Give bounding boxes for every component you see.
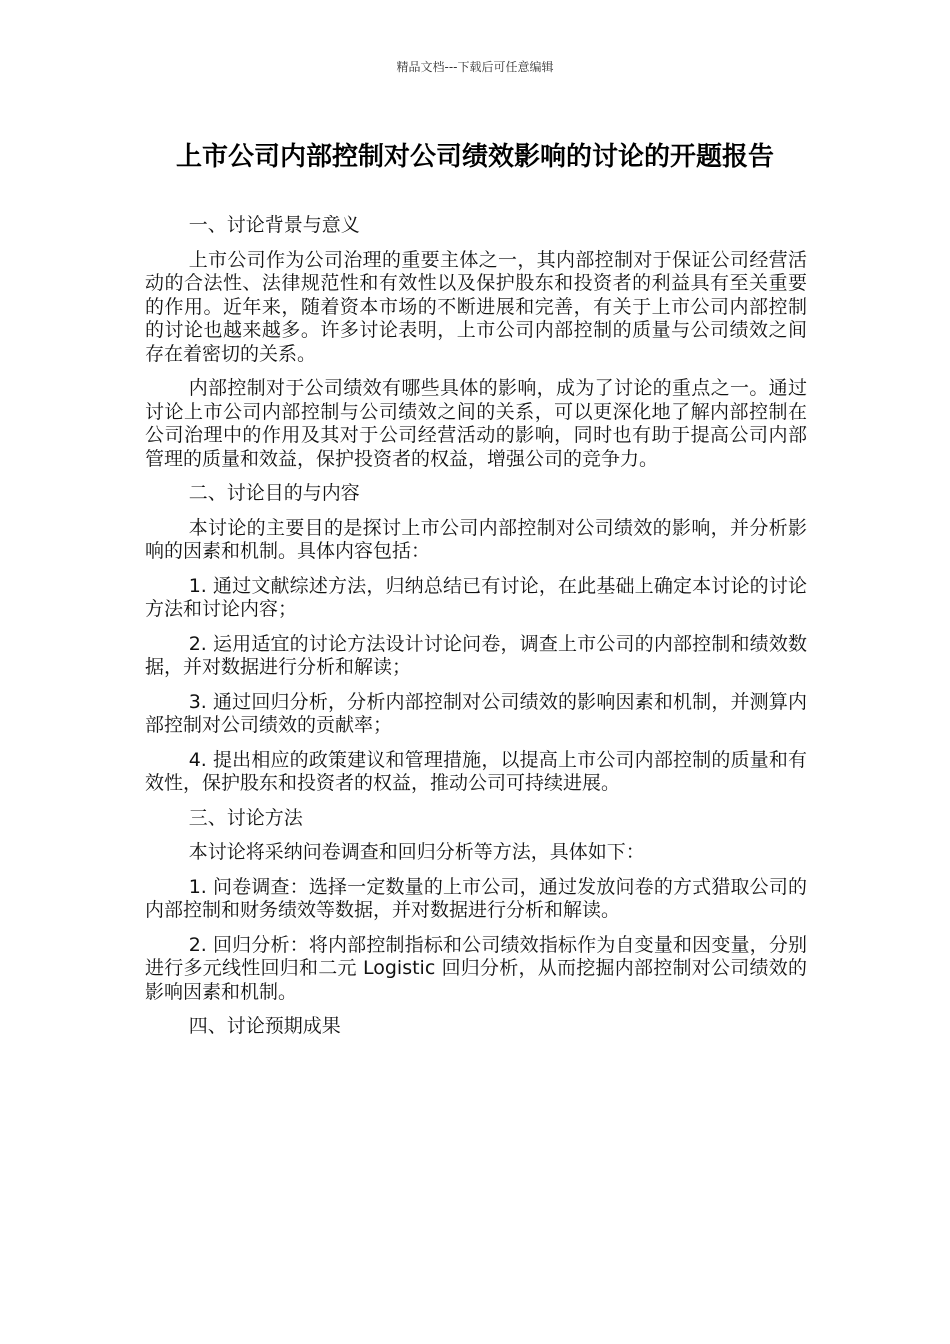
section-heading: 三、讨论方法 [188, 806, 303, 829]
list-item: 1. 通过文献综述方法，归纳总结已有讨论，在此基础上确定本讨论的讨论方法和讨论内容； [145, 574, 807, 620]
list-item: 1. 问卷调查：选择一定数量的上市公司，通过发放问卷的方式猎取公司的内部控制和财务绩效等数据，并对数据进行分析和解读。 [145, 875, 807, 921]
document-body [145, 214, 807, 1050]
section-heading: 四、讨论预期成果 [188, 1015, 341, 1037]
section-heading: 二、讨论目的与内容 [188, 482, 360, 504]
section-heading: 一、讨论背景与意义 [188, 214, 360, 236]
paragraph: 本讨论将采纳问卷调查和回归分析等方法，具体如下： [188, 841, 645, 863]
list-item: 4. 提出相应的政策建议和管理措施，以提高上市公司内部控制的质量和有效性，保护股东和投资者的权益，推动公司可持续进展。 [145, 748, 807, 794]
paragraph: 上市公司作为公司治理的重要主体之一，其内部控制对于保证公司经营活动的合法性、法律规范性和有效性以及保护股东和投资者的利益具有至关重要的作用。近年来，随着资本市场的不断进展和完善，有关于上市公司内部控制的讨论也越来越多。许多讨论表明，上市公司内部控制的质量与公司绩效之间存在着密切的关系。 [145, 248, 807, 365]
paragraph: 本讨论的主要目的是探讨上市公司内部控制对公司绩效的影响，并分析影响的因素和机制。具体内容包括： [145, 516, 807, 562]
header-note: 精品文档---下载后可任意编辑 [396, 60, 554, 74]
paragraph: 内部控制对于公司绩效有哪些具体的影响，成为了讨论的重点之一。通过讨论上市公司内部控制与公司绩效之间的关系，可以更深化地了解内部控制在公司治理中的作用及其对于公司经营活动的影响，同时也有助于提高公司内部管理的质量和效益，保护投资者的权益，增强公司的竞争力。 [145, 377, 807, 470]
list-item: 2. 回归分析：将内部控制指标和公司绩效指标作为自变量和因变量，分别进行多元线性回归和二元 Logistic 回归分析，从而挖掘内部控制对公司绩效的影响因素和机制。 [145, 933, 807, 1003]
list-item: 3. 通过回归分析，分析内部控制对公司绩效的影响因素和机制，并测算内部控制对公司绩效的贡献率； [145, 690, 807, 736]
document-title: 上市公司内部控制对公司绩效影响的讨论的开题报告 [175, 142, 774, 172]
list-item: 2. 运用适宜的讨论方法设计讨论问卷，调查上市公司的内部控制和绩效数据，并对数据进行分析和解读； [145, 632, 807, 678]
